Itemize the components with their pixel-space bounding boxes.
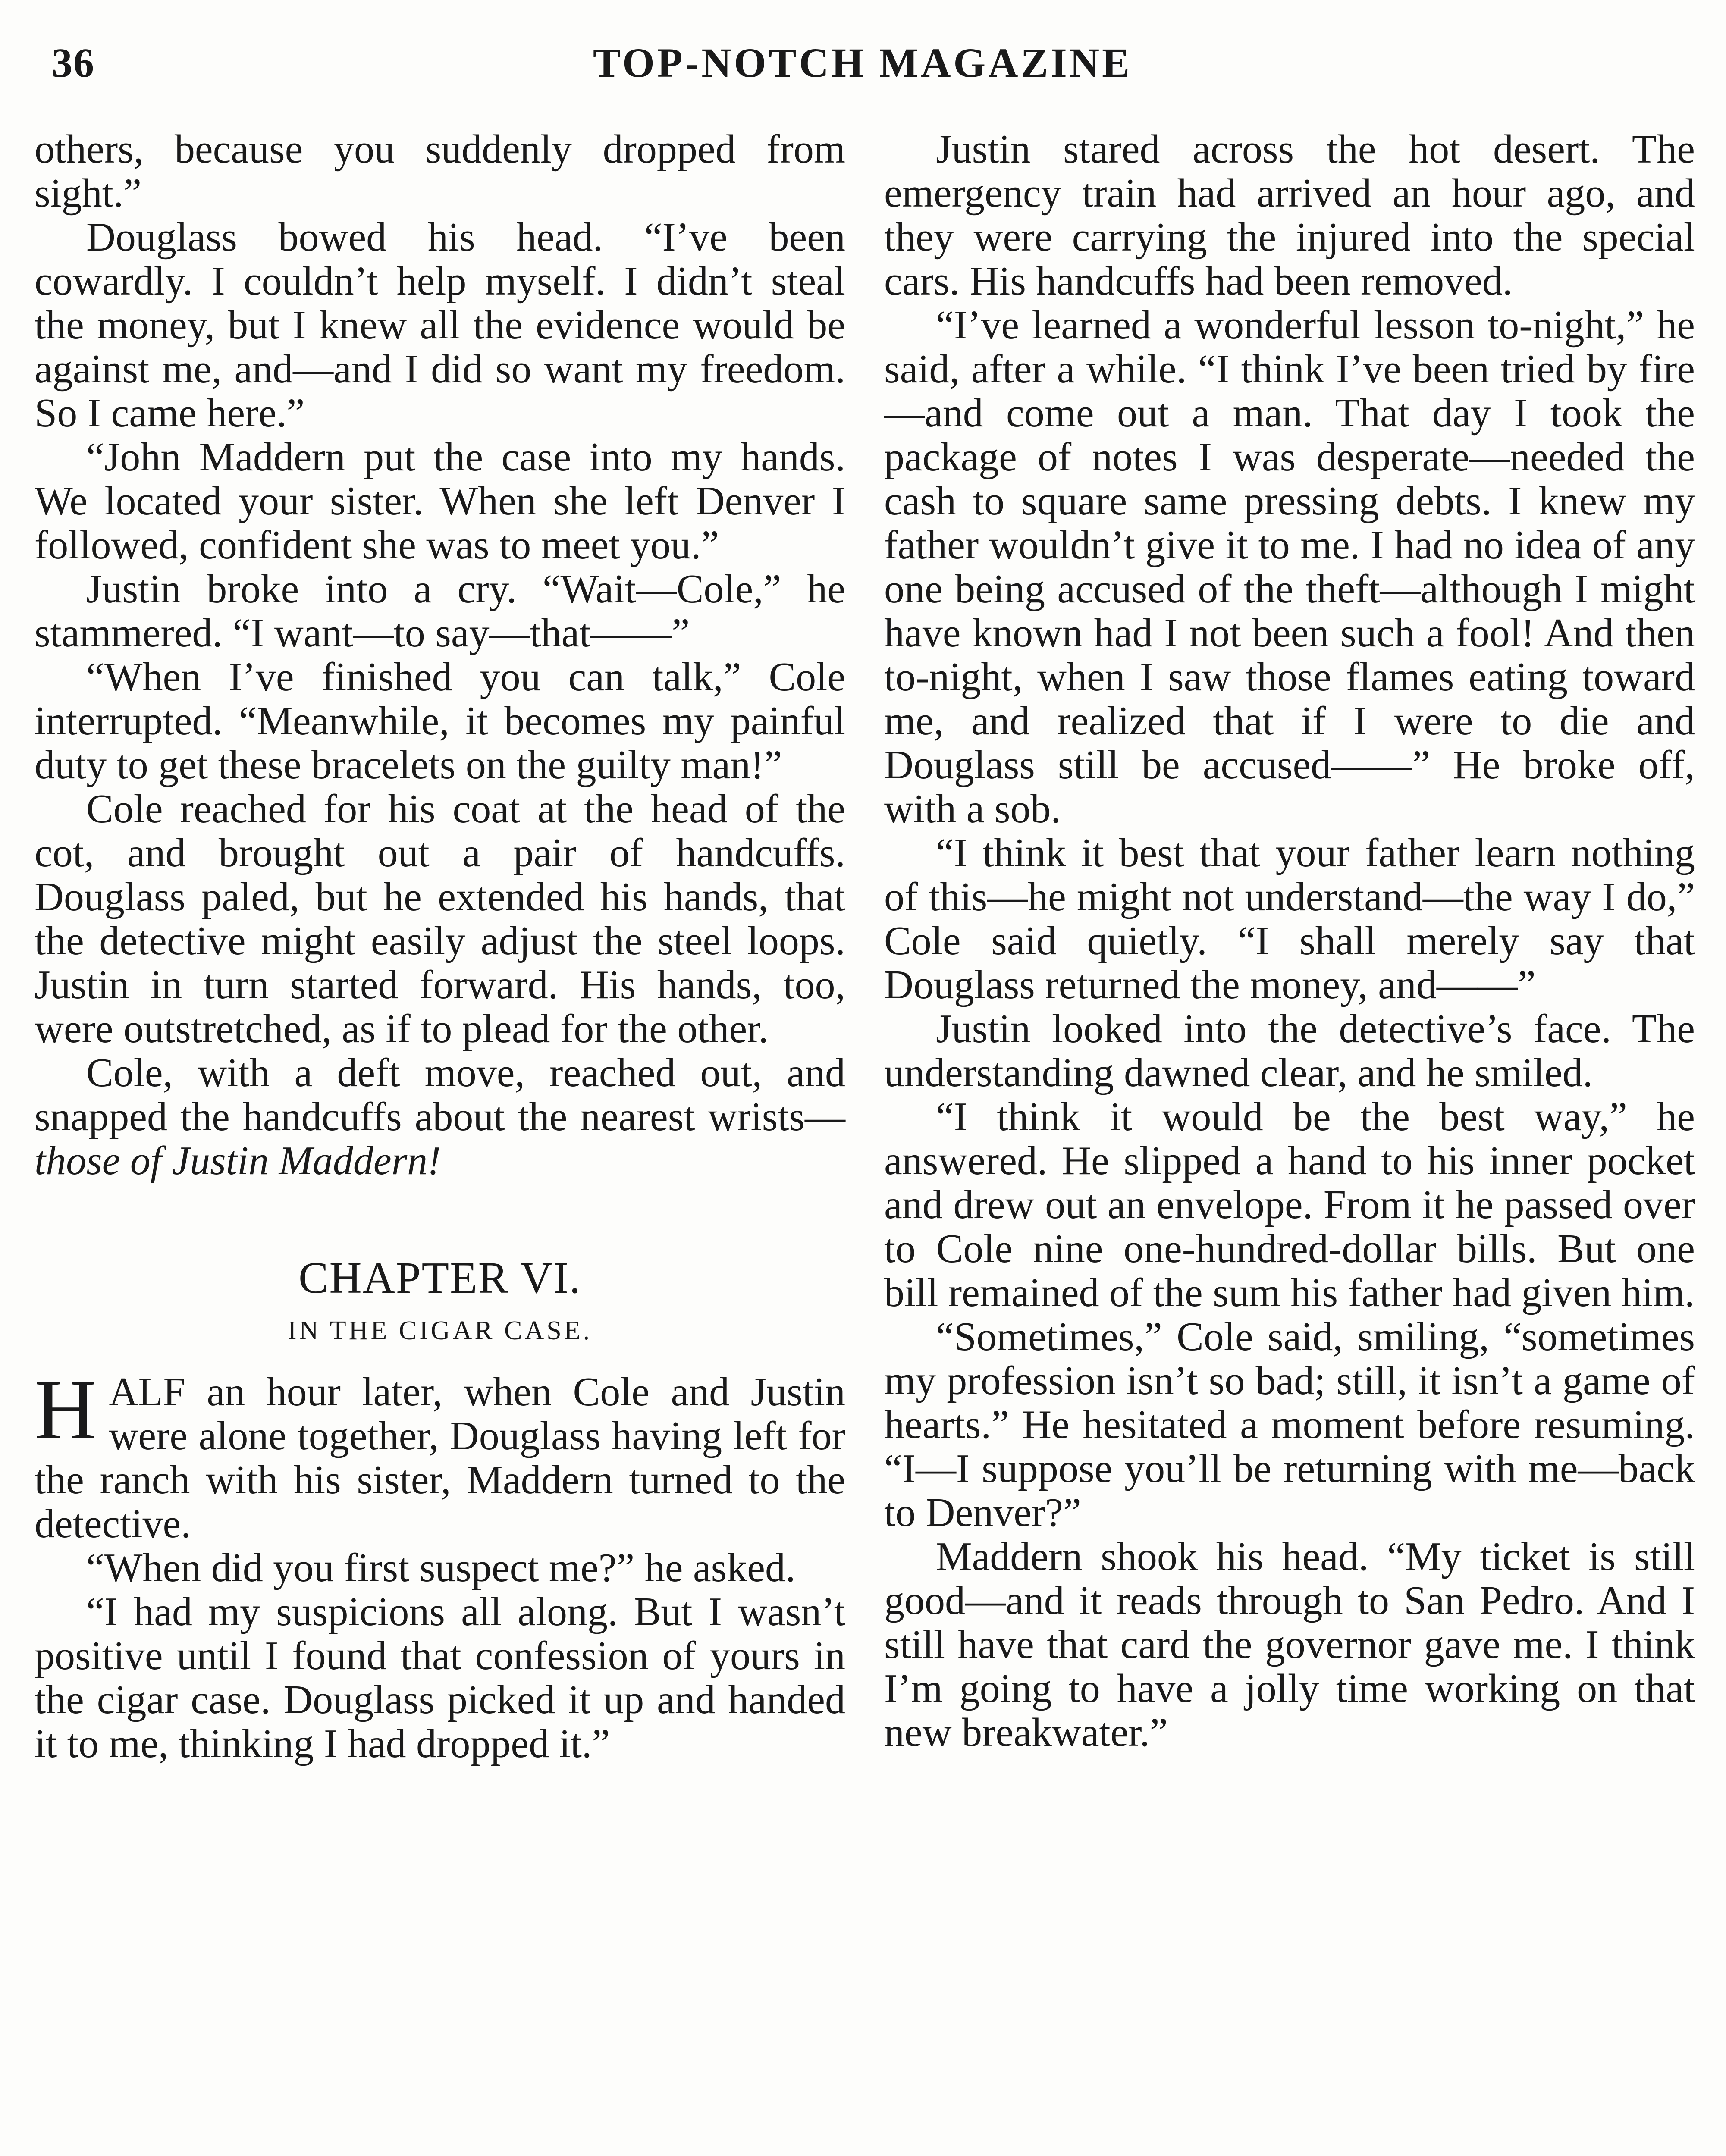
left-column [35,127,845,1766]
paragraph: Justin broke into a cry. “Wait—Cole,” he stammered. “I want—to say—that——” [35,567,845,655]
italic-text: those of Justin Maddern! [35,1138,441,1183]
paragraph: “When I’ve finished you can talk,” Cole interrupted. “Meanwhile, it becomes my painful duty to get these bracelets on the guilty man!” [35,655,845,787]
paragraph: “I had my suspicions all along. But I wasn’t positive until I found that confession of yours in the cigar case. Douglass picked it up and handed it to me, thinking I had dropped it.” [35,1589,845,1766]
paragraph: others, because you suddenly dropped from sight.” [35,127,845,216]
page-header [35,39,1691,95]
right-column [884,127,1695,1755]
paragraph: “I think it would be the best way,” he answered. He slipped a hand to his inner pocket and drew out an envelope. From it he passed over to Cole nine one-hundred-dollar bills. But one bill remained of the sum his father had given him. [884,1094,1695,1315]
paragraph-with-italic-ending [35,1051,845,1183]
paragraph: “When did you first suspect me?” he asked. [86,1545,796,1590]
paragraph: “I’ve learned a wonderful lesson to-night,” he said, after a while. “I think I’ve been tried by fire—and come out a man. That day I took the package of notes I was desperate—needed the cash to square same pressing debts. I knew my father wouldn’t give it to me. I had no idea of any one being accused of the theft—although I might have known had I not been such a fool! And then to-night, when I saw those flames eating toward me, and realized that if I were to die and Douglass still be accused——” He broke off, with a sob. [884,303,1695,831]
paragraph: Douglass bowed his head. “I’ve been cowardly. I couldn’t help myself. I didn’t steal the money, but I knew all the evidence would be against me, and—and I did so want my freedom. So I came here.” [35,215,845,436]
drop-cap: H [35,1362,97,1457]
paragraph: Justin looked into the detective’s face. The understanding dawned clear, and he smiled. [884,1006,1695,1095]
paragraph: “John Maddern put the case into my hands. We located your sister. When she left Denver I followed, confident she was to meet you.” [35,435,845,567]
paragraph-text: ALF an hour later, when Cole and Justin were alone together, Douglass having left for the ranch with his sister, Maddern turned to the detective. [35,1369,845,1546]
paragraph: Maddern shook his head. “My ticket is still good—and it reads through to San Pedro. And I still have that card the governor gave me. I think I’m going to have a jolly time working on that new breakwater.” [884,1534,1695,1755]
paragraph-text: Cole, with a deft move, reached out, and snapped the handcuffs about the nearest wrists— [35,1050,845,1139]
magazine-title: TOP-NOTCH MAGAZINE [593,40,1133,86]
paragraph: Justin stared across the hot desert. The emergency train had arrived an hour ago, and they were carrying the injured into the special cars. His handcuffs had been removed. [884,127,1695,304]
dropcap-paragraph [35,1362,845,1546]
paragraph: Cole reached for his coat at the head of the cot, and brought out a pair of handcuffs. Douglass paled, but he extended his hands, that the detective might easily adjust the steel loops. Justin in turn started forward. His hands, too, were outstretched, as if to plead for the other. [35,787,845,1051]
chapter-title: CHAPTER VI. [298,1253,581,1303]
paragraph: “Sometimes,” Cole said, smiling, “sometimes my profession isn’t so bad; still, it isn’t a game of hearts.” He hesitated a moment before resuming. “I—I suppose you’ll be returning with me—back to Denver?” [884,1314,1695,1535]
chapter-subtitle: IN THE CIGAR CASE. [287,1316,593,1345]
page-number: 36 [52,40,95,86]
paragraph: “I think it best that your father learn nothing of this—he might not understand—the way I do,” Cole said quietly. “I shall merely say that Douglass returned the money, and——” [884,830,1695,1007]
